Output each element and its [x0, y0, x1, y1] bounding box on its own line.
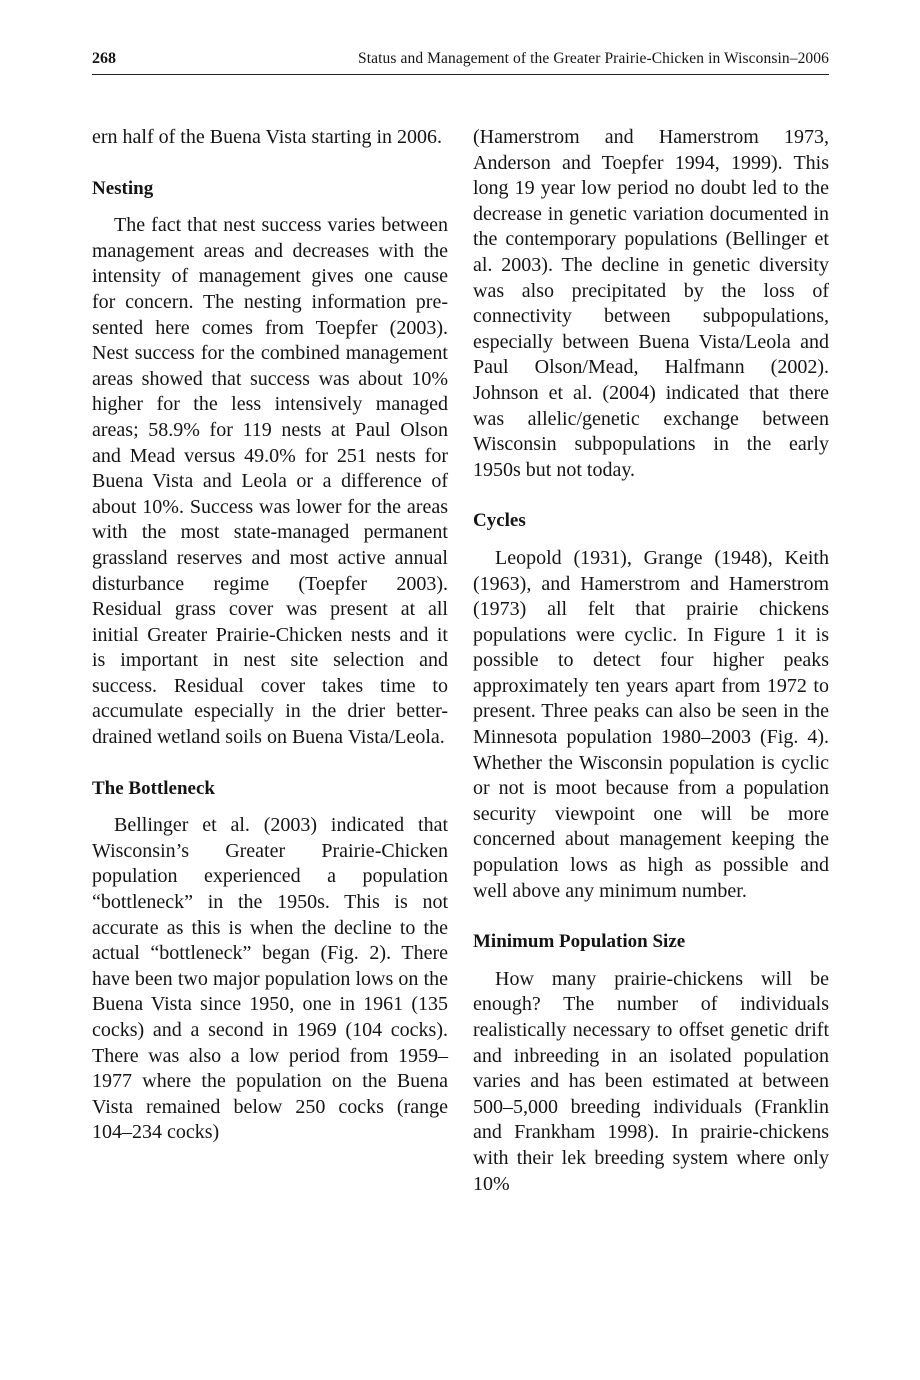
section-heading-bottleneck: The Bottleneck [92, 777, 215, 799]
paragraph-nesting: The fact that nest success varies between management areas and decreases with the intensity of management gives one cause for concern. The nesting information presented here comes from Toepfer (2003). Nest success for the combined management areas showed that success was about 10% higher for the less intensively managed areas; 58.9% for 119 nests at Paul Olson and Mead versus 49.0% for 251 nests for Buena Vista and Leola or a difference of about 10%. Success was lower for the areas with the most state-managed permanent grassland reserves and most active annual disturbance regime (Toepfer 2003). Residual grass cover was present at all initial Greater Prairie-Chicken nests and it is important in nest site selection and success. Residual cover takes time to accumulate especially in the drier better-drained wetland soils on Buena Vista/Leola. [92, 214, 448, 749]
paragraph-cycles: Leopold (1931), Grange (1948), Keith (1963), and Hamerstrom and Hamerstrom (1973) all felt that prairie chickens populations were cyclic. In Figure 1 it is possible to detect four higher peaks approximately ten years apart from 1972 to present. Three peaks can also be seen in the Minnesota population 1980–2003 (Fig. 4). Whether the Wisconsin population is cyclic or not is moot because from a population security viewpoint one will be more concerned about management keeping the population lows as high as possible and well above any minimum number. [473, 546, 829, 902]
paragraph-bottleneck: Bellinger et al. (2003) indicated that Wisconsin’s Greater Prairie-Chicken population experienced a population “bottleneck” in the 1950s. This is not accurate as this is when the decline to the actual “bottleneck” began (Fig. 2). There have been two major population lows on the Buena Vista since 1950, one in 1961 (135 cocks) and a second in 1969 (104 cocks). There was also a low period from 1959–1977 where the population on the Buena Vista remained below 250 cocks (range 104–234 cocks) [92, 814, 448, 1144]
paragraph-minimum-population-size: How many prairie-chickens will be enough? The number of individuals realistically necessary to offset genetic drift and inbreeding in an isolated population varies and has been estimated at between 500–5,000 breeding individuals (Franklin and Frankham 1998). In prairie-chickens with their lek breeding system where only 10% [473, 967, 829, 1195]
section-heading-nesting: Nesting [92, 177, 154, 199]
right-column [473, 125, 829, 1197]
running-head [92, 48, 829, 75]
section-heading-cycles: Cycles [473, 510, 526, 532]
left-column [92, 125, 448, 1146]
running-title: Status and Management of the Greater Prairie-Chicken in Wisconsin–2006 [358, 50, 829, 67]
paragraph-continued: (Hamerstrom and Hamerstrom 1973, Anderson and Toepfer 1994, 1999). This long 19 year low period no doubt led to the decrease in genetic variation documented in the contemporary populations (Bellinger et al. 2003). The decline in genetic diversity was also precipitated by the loss of connectivity between subpopulations, especially between Buena Vista/Leola and Paul Olson/Mead, Halfmann (2002). Johnson et al. (2004) indicated that there was allelic/genetic exchange between Wisconsin subpopulations in the early 1950s but not today. [473, 126, 829, 481]
page-number: 268 [92, 50, 116, 67]
paragraph-continued: ern half of the Buena Vista starting in 2006. [92, 126, 443, 148]
section-heading-minimum-population-size: Minimum Population Size [473, 931, 686, 953]
